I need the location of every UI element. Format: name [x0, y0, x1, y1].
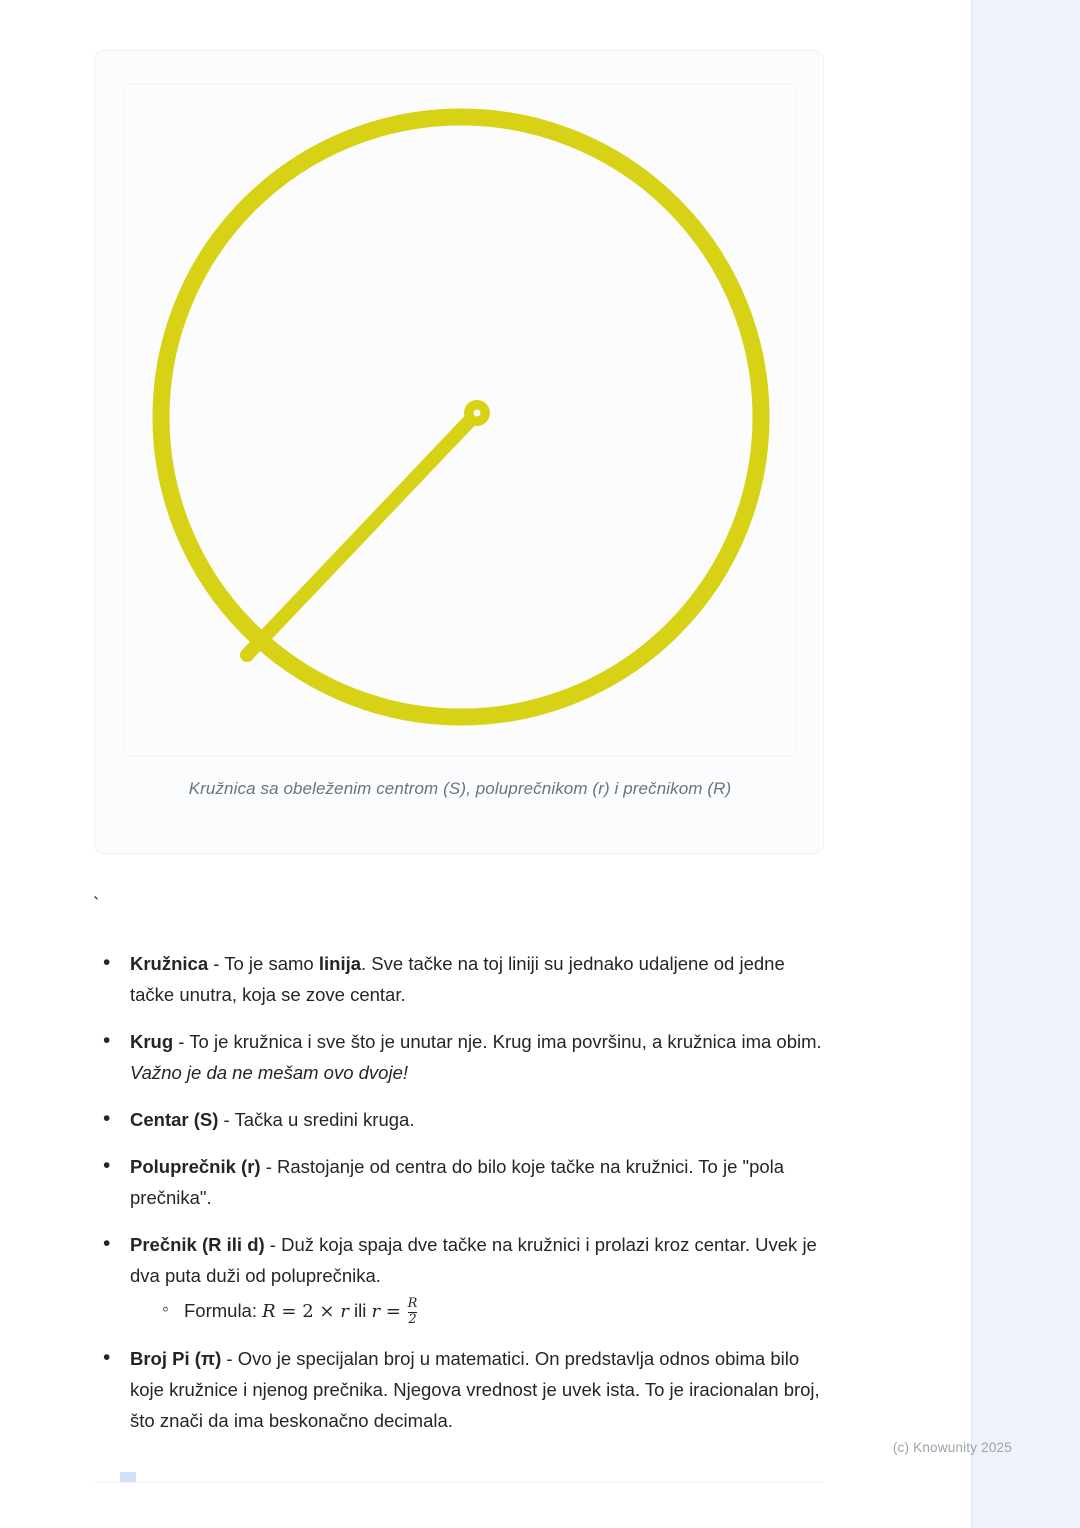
term-precnik: Prečnik (R ili d)	[130, 1234, 265, 1255]
page-right-edge	[971, 0, 1080, 1528]
list-item	[94, 1151, 826, 1213]
term-kruznica: Kružnica	[130, 953, 209, 974]
fraction-numerator: R	[407, 1296, 418, 1312]
stray-backtick: `	[93, 895, 100, 916]
term-poluprecnik: Poluprečnik (r)	[130, 1156, 261, 1177]
section-divider	[94, 1482, 824, 1483]
text-fragment: Ovo je specijalan broj u matematici. On predstavlja odnos obima bilo koje kružnice i njenog prečnika. Njegova vrednost je uvek ista. To je iracionalan broj, što znači da ima beskonačno decimala.	[130, 1348, 820, 1432]
formula-var-R: R	[262, 1301, 276, 1322]
text-fragment: Rastojanje od centra do bilo koje tačke na kružnici. To je "pola prečnika".	[130, 1156, 785, 1208]
sub-list-item-formula	[160, 1295, 826, 1327]
list-item	[94, 1104, 826, 1135]
text-fragment: . Sve tačke na toj liniji su jednako udaljene od jedne tačke unutra, koja se zove centar.	[130, 953, 785, 1005]
text-fragment: Tačka u sredini kruga.	[234, 1109, 415, 1130]
definitions-list	[94, 948, 826, 1452]
list-item	[94, 948, 826, 1010]
list-item	[94, 1343, 826, 1436]
figure-canvas	[124, 84, 796, 756]
text-fragment: To je kružnica i sve što je unutar nje. Krug ima površinu, a kružnica ima obim.	[189, 1031, 822, 1052]
list-item	[94, 1229, 826, 1327]
formula-expression	[262, 1296, 418, 1327]
figure-card	[94, 50, 824, 854]
copyright-watermark: (c) Knowunity 2025	[892, 1440, 1012, 1455]
formula-var-r2: r	[371, 1301, 381, 1322]
dash: -	[208, 953, 225, 974]
dash: -	[218, 1109, 235, 1130]
term-broj-pi: Broj Pi (π)	[130, 1348, 222, 1370]
dash: -	[260, 1156, 278, 1177]
dash: -	[264, 1234, 282, 1255]
next-section-marker	[120, 1472, 136, 1482]
figure-caption: Kružnica sa obeleženim centrom (S), poluprečnikom (r) i prečnikom (R)	[188, 779, 732, 798]
inline-strong-linija: linija	[318, 953, 362, 974]
formula-fraction	[408, 1297, 418, 1327]
term-krug: Krug	[130, 1031, 174, 1052]
formula-conjunction: ili	[348, 1300, 372, 1321]
formula-label: Formula:	[184, 1300, 263, 1321]
formula-var-r: r	[340, 1301, 349, 1322]
emphasis-note: Važno je da ne mešam ovo dvoje!	[130, 1062, 409, 1083]
fraction-denominator: 2	[408, 1311, 417, 1327]
text-fragment: Duž koja spaja dve tačke na kružnici i prolazi kroz centar. Uvek je dva puta duži od poluprečnika.	[130, 1234, 817, 1286]
term-centar: Centar (S)	[130, 1109, 219, 1130]
formula-times: ×	[313, 1301, 341, 1322]
dash: -	[221, 1348, 238, 1370]
formula-equals: =	[275, 1301, 303, 1322]
dash: -	[173, 1031, 190, 1052]
formula-equals2: =	[380, 1301, 407, 1322]
circle-diagram-icon	[125, 85, 797, 757]
formula-factor: 2	[302, 1301, 314, 1322]
list-item	[94, 1026, 826, 1088]
text-fragment: To je samo	[224, 953, 319, 974]
